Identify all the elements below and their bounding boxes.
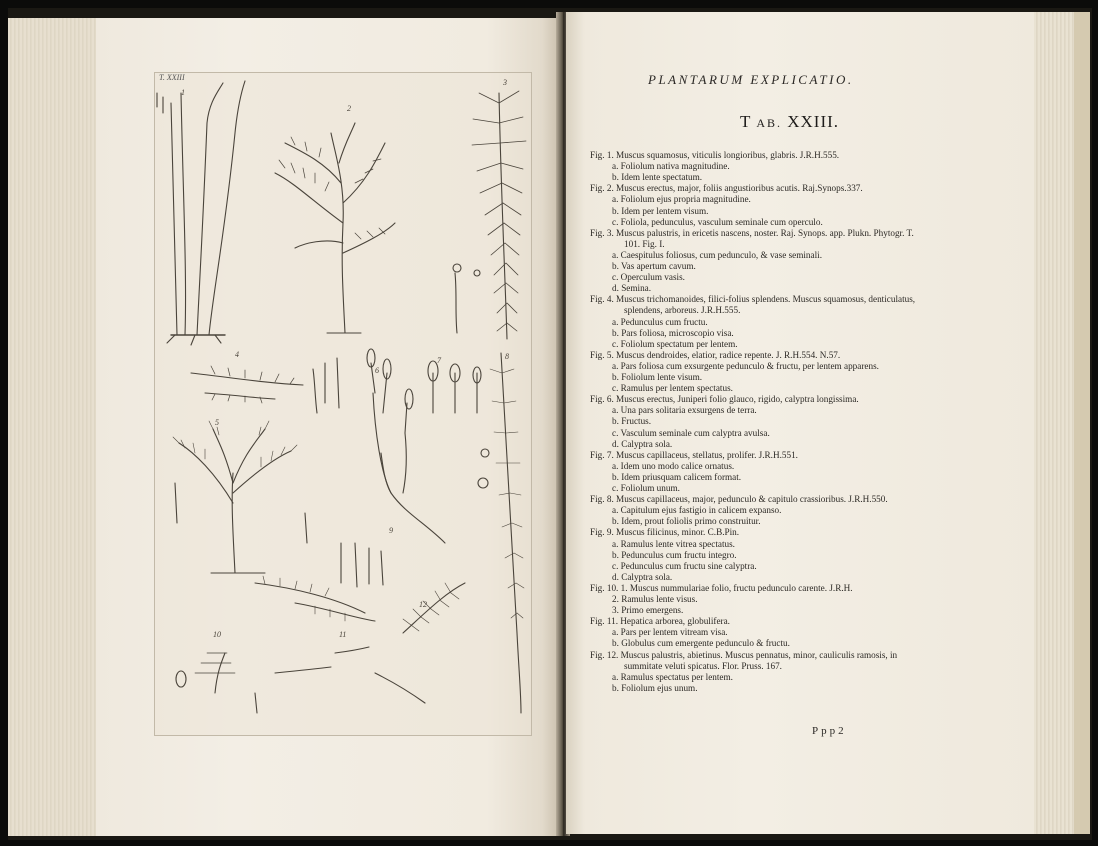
figure-sub-entry: b. Idem, prout foliolis primo construitur. [612, 516, 761, 527]
left-page-edges [8, 18, 100, 836]
table-title-number: XXIII. [787, 112, 840, 131]
svg-text:5: 5 [215, 418, 219, 427]
figure-entry: Fig. 3. Muscus palustris, in ericetis nascens, noster. Raj. Synops. app. Plukn. Phytogr. T. [590, 227, 914, 238]
figure-sub-entry: b. Idem lente spectatum. [612, 172, 703, 183]
figure-sub-entry: c. Ramulus per lentem spectatus. [612, 383, 733, 394]
table-title-prefix: T [740, 112, 752, 131]
figure-sub-entry: splendens, arboreus. J.R.H.555. [624, 305, 741, 316]
figure-sub-entry: a. Foliolum nativa magnitudine. [612, 161, 730, 172]
svg-text:1: 1 [181, 88, 185, 97]
fig-7-drawing [428, 361, 481, 413]
fig-2-drawing [275, 123, 395, 333]
svg-text:9: 9 [389, 526, 393, 535]
figure-sub-entry: a. Pars foliosa cum exsurgente pedunculo & fructu, per lentem apparens. [612, 360, 879, 371]
fig-4-drawing [191, 358, 339, 413]
svg-text:12: 12 [419, 600, 427, 609]
figure-sub-entry: c. Foliolum spectatum per lentem. [612, 338, 738, 349]
figure-sub-entry: 101. Fig. I. [624, 238, 665, 249]
right-page-edges [1034, 12, 1074, 834]
svg-text:10: 10 [213, 630, 221, 639]
figure-sub-entry: b. Foliolum lente visum. [612, 372, 703, 382]
svg-text:7: 7 [437, 356, 441, 365]
fig-5-drawing [173, 421, 307, 573]
svg-text:3: 3 [503, 78, 507, 87]
table-title-abbrev: AB. [756, 116, 782, 130]
table-title [740, 112, 940, 132]
figure-sub-entry: a. Pars per lentem vitream visa. [612, 627, 728, 638]
running-head: PLANTARUM EXPLICATIO. [648, 72, 854, 87]
figure-sub-entry: a. Pedunculus cum fructu. [612, 316, 708, 327]
plate-label: T. XXIII [159, 73, 185, 82]
figure-sub-entry: c. Operculum vasis. [612, 272, 685, 283]
figure-sub-entry: a. Una pars solitaria exsurgens de terra. [612, 405, 757, 416]
figure-sub-entry: a. Caespitulus foliosus, cum pedunculo, & vase seminali. [612, 249, 823, 260]
figure-entry: Fig. 10. 1. Muscus nummulariae folio, fructu pedunculo carente. J.R.H. [590, 582, 853, 593]
figure-entry: Fig. 11. Hepatica arborea, globulifera. [590, 616, 730, 627]
figure-sub-entry: b. Fructus. [612, 416, 652, 427]
figure-sub-entry: 2. Ramulus lente visus. [612, 594, 698, 604]
figure-sub-entry: c. Pedunculus cum fructu sine calyptra. [612, 560, 757, 571]
figure-entry: Fig. 2. Muscus erectus, major, foliis angustioribus acutis. Raj.Synops.337. [590, 183, 863, 194]
figure-sub-entry: b. Vas apertum cavum. [612, 261, 696, 271]
figure-entry: Fig. 12. Muscus palustris, abietinus. Muscus pennatus, minor, cauliculis ramosis, in [590, 649, 898, 660]
figure-entry: Fig. 1. Muscus squamosus, viticulis longioribus, glabris. J.R.H.555. [590, 150, 840, 160]
figure-sub-entry: d. Semina. [612, 283, 652, 294]
svg-text:4: 4 [235, 350, 239, 359]
fig-8-drawing [478, 353, 524, 713]
figure-entry: Fig. 9. Muscus filicinus, minor. C.B.Pin. [590, 527, 740, 538]
fig-1-drawing [157, 81, 245, 345]
figure-sub-entry: 3. Primo emergens. [612, 605, 684, 616]
svg-text:8: 8 [505, 352, 509, 361]
fig-3-drawing [453, 91, 526, 339]
figure-sub-entry: a. Foliolum ejus propria magnitudine. [612, 194, 751, 205]
figure-entry: Fig. 7. Muscus capillaceus, stellatus, prolifer. J.R.H.551. [590, 449, 798, 460]
svg-text:11: 11 [339, 630, 347, 639]
figure-sub-entry: b. Idem per lentem visum. [612, 205, 709, 216]
figure-sub-entry: c. Vasculum seminale cum calyptra avulsa. [612, 427, 770, 438]
figure-sub-entry: b. Idem priusquam calicem format. [612, 471, 742, 482]
svg-text:2: 2 [347, 104, 351, 113]
figure-sub-entry: b. Foliolum ejus unum. [612, 682, 698, 693]
moss-illustrations [155, 73, 531, 735]
figure-sub-entry: a. Capitulum ejus fastigio in calicem expanso. [612, 505, 782, 516]
figure-sub-entry: b. Pedunculus cum fructu integro. [612, 549, 737, 560]
figure-entry: Fig. 5. Muscus dendroides, elatior, radice repente. J. R.H.554. N.57. [590, 349, 841, 360]
right-cover-edge [1074, 12, 1090, 834]
figure-sub-entry: d. Calyptra sola. [612, 571, 673, 582]
signature-mark: Ppp2 [812, 725, 847, 737]
figure-sub-entry: a. Idem uno modo calice ornatus. [612, 460, 735, 471]
figure-sub-entry: summitate veluti spicatus. Flor. Pruss. 167. [624, 660, 782, 671]
svg-text:6: 6 [375, 366, 379, 375]
fig-9-drawing [255, 543, 383, 621]
figure-sub-entry: c. Foliolum unum. [612, 483, 680, 493]
figure-sub-entry: a. Ramulus lente vitrea spectatus. [612, 538, 735, 549]
figure-sub-entry: c. Foliola, pedunculus, vasculum seminale cum operculo. [612, 216, 823, 227]
engraved-plate [154, 72, 532, 736]
figure-entry: Fig. 8. Muscus capillaceus, major, pedunculo & capitulo crassioribus. J.R.H.550. [590, 494, 888, 505]
figure-entry: Fig. 6. Muscus erectus, Juniperi folio glauco, rigido, calyptra longissima. [590, 394, 859, 405]
figure-sub-entry: a. Ramulus spectatus per lentem. [612, 671, 733, 682]
figure-sub-entry: d. Calyptra sola. [612, 438, 673, 449]
figure-sub-entry: b. Globulus cum emergente pedunculo & fructu. [612, 638, 790, 649]
figure-sub-entry: b. Pars foliosa, microscopio visa. [612, 327, 734, 338]
figure-entry: Fig. 4. Muscus trichomanoides, filici-folius splendens. Muscus squamosus, denticulatus, [590, 294, 916, 305]
